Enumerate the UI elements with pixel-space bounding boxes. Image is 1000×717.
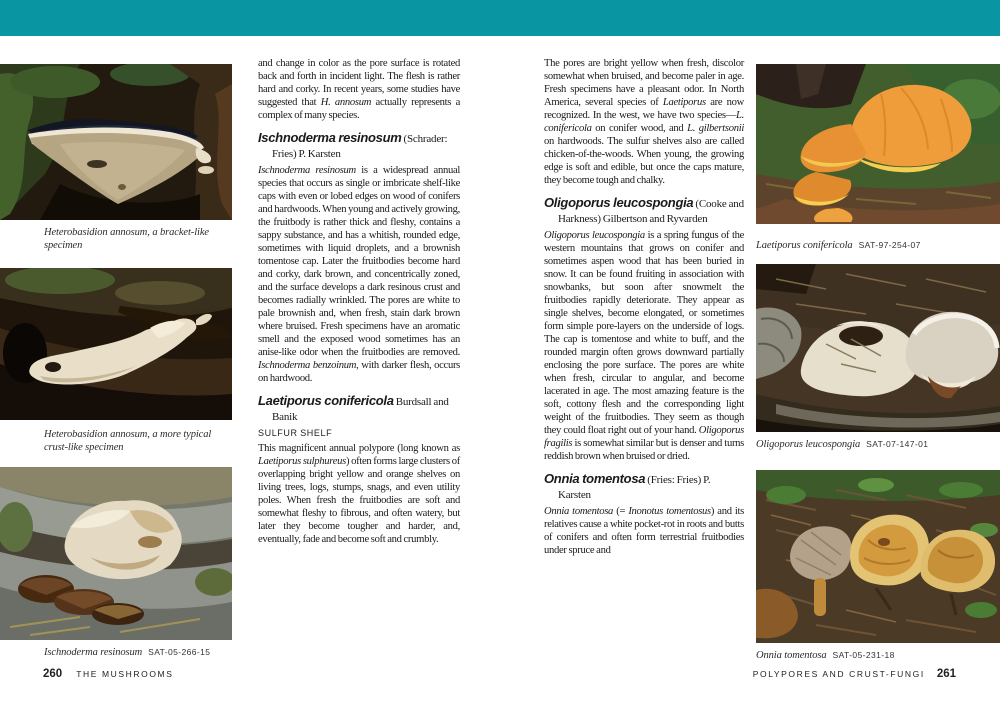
body-paragraph: The pores are bright yellow when fresh, discolor somewhat when bruised, and become paler in age. Fresh specimens have a pleasant odor. In North America, several species of Laetiporus are now recognized. In the west, we have two species—L. conifericola on conifer wood, and L. gilbertsonii on hardwoods. The sulfur shelves also are called chicken-of-the-woods. When young, the growing edge is soft and edible, but once the caps mature, they become tough and chalky. [544, 58, 745, 186]
species-heading: Onnia tomentosa (Fries: Fries) P. Karsten [544, 471, 711, 501]
caption-species: Onnia tomentosa [756, 650, 827, 661]
photo-heterobasidion-crust [0, 268, 232, 420]
body-paragraph: Oligoporus leucospongia is a spring fungus of the western mountains that grows on conifer and sometimes aspen wood that has been buried in snow. It can be found fruiting in association with snowbanks, but soon after snowmelt the fruitbodies rapidly deteriorate. They appear as single shelves, become elongated, or sometimes form simple pore-layers on the underside of logs. The cap is tomentose and white to buff, and the rounded margin often grows downward partially enclosing the pore surface. The pores are white when fresh, circular to angular, and become lacerated in age. The most amazing feature is the soft, cottony flesh and the corresponding light weight of the fruitbodies. They seem as though they could float right out of your hand. Oligoporus fragilis is somewhat similar but is denser and turns reddish brown when bruised or dried. [544, 230, 744, 462]
left-page-number: 260 [43, 668, 63, 680]
species-heading: Oligoporus leucospongia (Cooke and Harkness) Gilbertson and Ryvarden [544, 195, 744, 225]
body-paragraph: and change in color as the pore surface is rotated back and forth in incident light. The flesh is rather hard and corky. In recent years, some studies have suggested that H. annosum actually represents a complex of many species. [258, 58, 460, 121]
right-running-head: POLYPORES AND CRUST-FUNGI [752, 669, 925, 679]
caption-oligoporus [756, 438, 986, 451]
caption-code: SAT-97-254-07 [858, 240, 921, 250]
left-page-footer [43, 668, 174, 680]
caption-heterobasidion-crust [44, 428, 234, 454]
left-running-head: THE MUSHROOMS [76, 669, 174, 679]
laetiporus-image [756, 64, 1000, 224]
heterobasidion-bracket-image [0, 64, 232, 220]
caption-species: Laetiporus conifericola [756, 240, 853, 251]
photo-heterobasidion-bracket [0, 64, 232, 220]
caption-species: Oligoporus leucospongia [756, 439, 861, 450]
onnia-image [756, 470, 1000, 643]
body-paragraph: This magnificent annual polypore (long known as Laetiporus sulphureus) often forms large clusters of overlapping bright yellow and orange shelves on living trees, logs, stumps, snags, and even utility poles. When fresh the fruitbodies are soft and somewhat fleshy to fibrous, and often watery, but later they become tougher and harder, and, eventually, fade and become soft and crumbly. [258, 443, 460, 545]
caption-heterobasidion-bracket [44, 226, 234, 252]
caption-laetiporus [756, 239, 986, 252]
common-name-label: SULFUR SHELF [258, 428, 333, 438]
caption-species: Ischnoderma resinosum [44, 647, 143, 658]
caption-text: , a bracket-like specimen [44, 227, 209, 251]
caption-species: Heterobasidion annosum [44, 227, 148, 238]
heterobasidion-crust-image [0, 268, 232, 420]
top-banner [0, 0, 1000, 36]
photo-ischnoderma [0, 467, 232, 640]
photo-oligoporus [756, 264, 1000, 432]
species-heading: Laetiporus conifericola Burdsall and Banik [258, 393, 449, 423]
caption-onnia [756, 649, 986, 662]
caption-code: SAT-05-231-18 [832, 650, 895, 660]
ischnoderma-image [0, 467, 232, 640]
right-page-footer [753, 668, 956, 680]
species-heading: Ischnoderma resinosum (Schrader: Fries) P. Karsten [258, 130, 448, 160]
text-column-left [258, 57, 460, 546]
caption-code: SAT-05-266-15 [148, 647, 211, 657]
body-paragraph: Onnia tomentosa (= Inonotus tomentosus) and its relatives cause a white pocket-rot in roots and butts of conifers and often form terrestrial fruitbodies under spruce and [544, 506, 744, 556]
caption-text: , a more typical crust-like specimen [44, 429, 212, 453]
caption-ischnoderma [44, 646, 254, 659]
photo-onnia [756, 470, 1000, 643]
caption-code: SAT-07-147-01 [866, 439, 929, 449]
oligoporus-image [756, 264, 1000, 432]
text-column-right [544, 57, 744, 557]
body-paragraph: Ischnoderma resinosum is a widespread annual species that occurs as single or imbricate shelf-like caps with even or lobed edges on wood of conifers and hardwoods. When young and actively growing, the fruitbody is rather thick and fleshy, contains a sappy substance, and has a whitish, rounded edge, sometimes with liquid droplets, and a brownish tomentose cap. Later the fruitbodies become hard and corky, dark brown, and concentrically zoned, and the surface develops a dark resinous crust and becomes radially wrinkled. The pores are white to pale brownish and, when fresh, stain dark brown where bruised. Fresh specimens have an aromatic smell and the exposed wood sometimes has an anise-like odor when the fruitbodies are removed. Ischnoderma benzoinum, with darker flesh, occurs on hardwood. [258, 165, 460, 384]
photo-laetiporus [756, 64, 1000, 224]
caption-species: Heterobasidion annosum [44, 429, 148, 440]
right-page-number: 261 [936, 668, 956, 680]
